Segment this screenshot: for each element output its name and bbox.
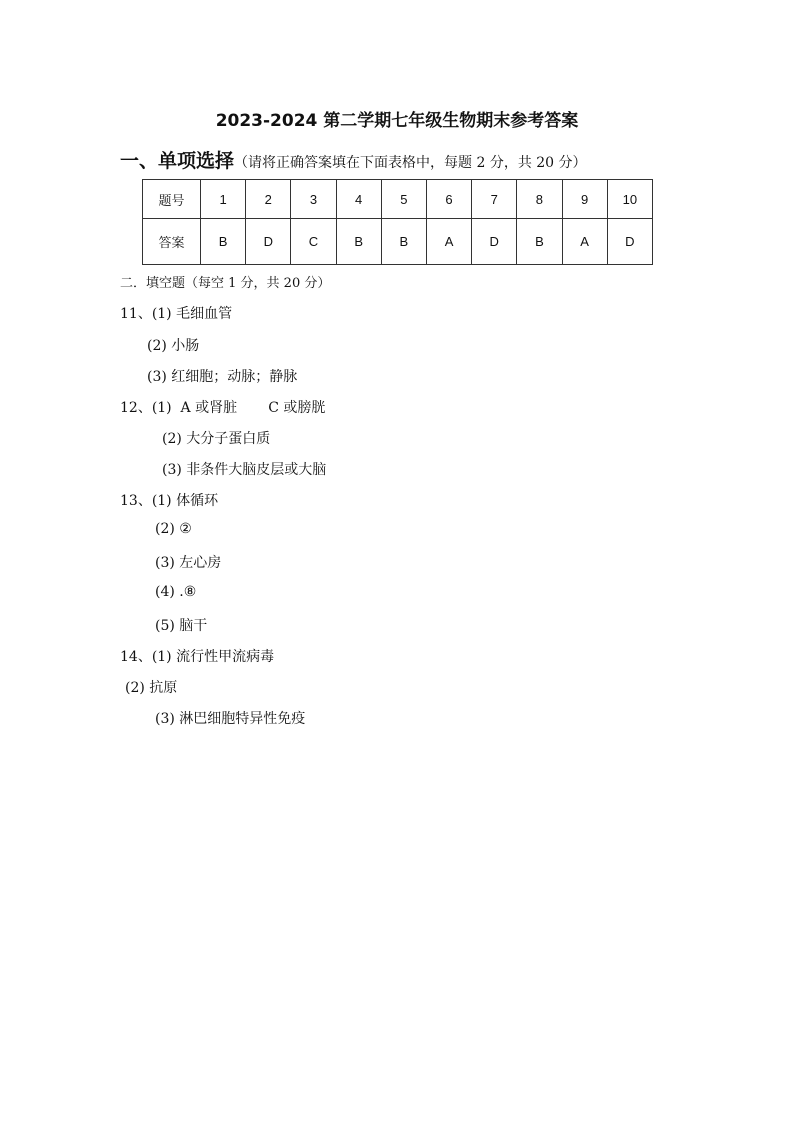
answer-line-11-1: 11、(1) 毛细血管 [120, 306, 233, 322]
question-number-cell: 9 [562, 180, 607, 219]
answer-line-13-5: (5) 脑干 [155, 618, 208, 634]
answer-line-14-2: (2) 抗原 [125, 680, 178, 696]
answer-cell: D [607, 219, 652, 265]
answer-line-12-1: 12、(1) A 或肾脏 C 或膀胱 [120, 400, 326, 416]
answer-table [142, 179, 653, 265]
question-number-cell: 5 [381, 180, 426, 219]
row-label-answer: 答案 [143, 219, 201, 265]
answer-cell: B [517, 219, 562, 265]
answer-line-13-4: (4) .⑧ [155, 584, 197, 600]
answer-line-13-2: (2) ② [155, 521, 192, 537]
answer-cell: A [562, 219, 607, 265]
section-1-note: （请将正确答案填在下面表格中，每题 2 分，共 20 分） [234, 155, 587, 171]
answer-line-11-2: (2) 小肠 [147, 338, 200, 354]
section-1-header [120, 146, 587, 173]
question-number-cell: 7 [472, 180, 517, 219]
answer-cell: B [201, 219, 246, 265]
answer-line-14-1: 14、(1) 流行性甲流病毒 [120, 649, 275, 665]
answer-row [143, 219, 653, 265]
answer-line-11-3: (3) 红细胞；动脉；静脉 [147, 369, 298, 385]
section-1-heading: 一、单项选择 [120, 150, 235, 172]
question-number-cell: 8 [517, 180, 562, 219]
answer-line-14-3: (3) 淋巴细胞特异性免疫 [155, 711, 306, 727]
question-number-cell: 1 [201, 180, 246, 219]
row-label-number: 题号 [143, 180, 201, 219]
answer-cell: B [381, 219, 426, 265]
answer-cell: C [291, 219, 336, 265]
question-number-cell: 4 [336, 180, 381, 219]
answer-line-12-2: (2) 大分子蛋白质 [162, 431, 271, 447]
question-number-cell: 10 [607, 180, 652, 219]
answer-cell: A [426, 219, 471, 265]
answer-line-13-1: 13、(1) 体循环 [120, 493, 219, 509]
answer-cell: D [472, 219, 517, 265]
answer-line-13-3: (3) 左心房 [155, 555, 222, 571]
answer-cell: D [246, 219, 291, 265]
question-number-row [143, 180, 653, 219]
question-number-cell: 6 [426, 180, 471, 219]
question-number-cell: 2 [246, 180, 291, 219]
question-number-cell: 3 [291, 180, 336, 219]
section-2-heading: 二．填空题（每空 1 分，共 20 分） [120, 276, 331, 291]
answer-cell: B [336, 219, 381, 265]
page-title: 2023-2024 第二学期七年级生物期末参考答案 [215, 111, 579, 131]
answer-line-12-3: (3) 非条件大脑皮层或大脑 [162, 462, 327, 478]
